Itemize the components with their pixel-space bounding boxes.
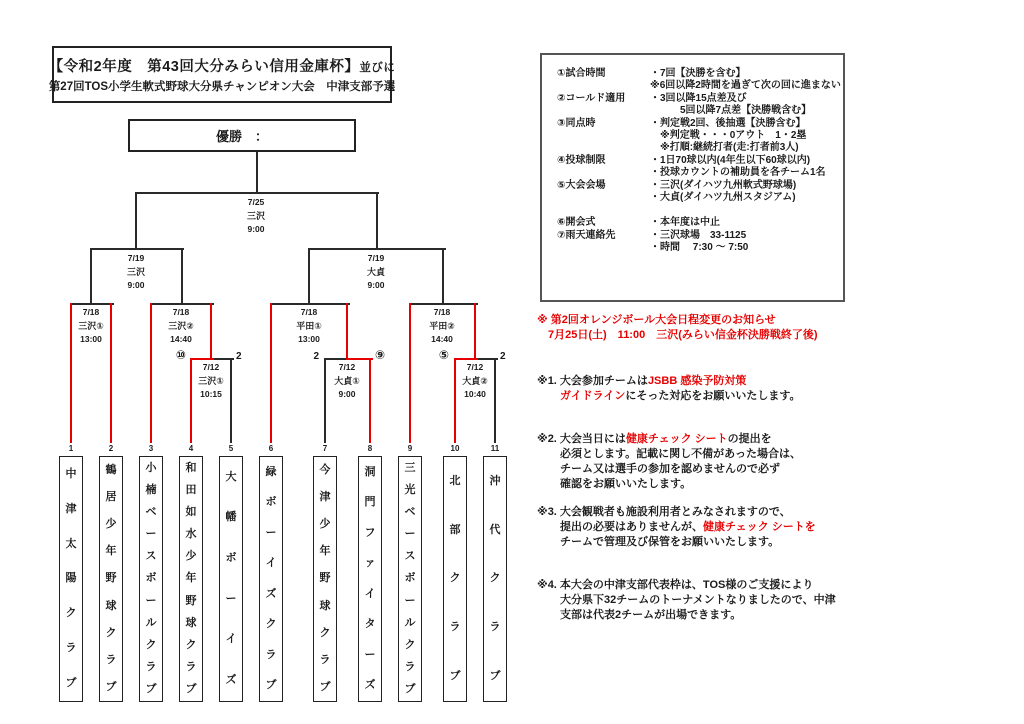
bracket-line: [308, 248, 446, 250]
schedule-change-line2: 7月25日(土) 11:00 三沢(みらい信金杯決勝戦終了後): [548, 329, 818, 341]
champion-box: [128, 119, 356, 152]
team-name-char: 陽: [65, 572, 77, 585]
note-segment-red: 健康チェック シート: [625, 433, 728, 445]
team-name-char: ラ: [489, 621, 501, 634]
team-box-7: [313, 456, 337, 702]
bracket-line-winner: [270, 303, 272, 443]
rule-lines: [650, 217, 720, 229]
p2-time: 9:00: [338, 389, 356, 399]
team-name-char: フ: [364, 526, 376, 539]
team-name-char: ス: [404, 550, 416, 563]
team-number: 5: [228, 444, 234, 453]
bracket-line-winner: [70, 303, 72, 443]
note-1: [537, 374, 887, 404]
final-date: 7/25: [247, 197, 265, 207]
bracket-line: [308, 248, 310, 303]
team-name-char: ラ: [145, 661, 157, 674]
bracket-line: [135, 192, 137, 248]
bracket-line-winner: [454, 358, 478, 360]
note-segment: ※1. 大会参加チームは: [537, 375, 648, 387]
team-name-char: ル: [145, 616, 157, 629]
match-label-semifinal-1: [127, 252, 145, 293]
team-name-char: ボ: [265, 496, 277, 509]
bracket-line-winner: [210, 303, 212, 358]
team-name-char: 楠: [145, 483, 157, 496]
sf2-venue: 大貞: [366, 266, 386, 277]
rule-line: ※判定戦・・・0アウト 1・2塁: [650, 130, 807, 142]
team-name-char: 年: [185, 572, 197, 585]
team-name-char: 鶴: [105, 464, 117, 477]
bracket-line-winner: [190, 358, 214, 360]
team-name-char: ク: [449, 572, 461, 585]
bracket-line: [256, 152, 258, 192]
bracket-line-winner: [409, 303, 411, 443]
note-3: [537, 505, 887, 550]
note-line: [537, 578, 887, 593]
rule-lines: [650, 230, 748, 255]
note-line: [537, 447, 887, 462]
team-name-char: ス: [145, 550, 157, 563]
team-name-char: 球: [105, 599, 117, 612]
bracket-line: [324, 358, 326, 443]
bracket-line: [181, 248, 183, 303]
rule-line: ※打順:継続打者(走:打者前3人): [650, 142, 799, 154]
final-venue: 三沢: [246, 210, 266, 221]
rule-row: [557, 180, 837, 205]
team-name-char: 代: [489, 523, 501, 536]
playin3-score-right: 2: [500, 351, 506, 362]
match-label-playin-3: [462, 361, 488, 402]
champion-label: 優勝 ：: [215, 129, 268, 144]
team-name-char: ベ: [404, 505, 416, 518]
team-name-char: ブ: [185, 683, 197, 696]
playin2-score-right: ⑨: [375, 348, 386, 362]
team-name-char: ー: [145, 594, 157, 607]
team-name-char: ァ: [364, 557, 376, 570]
rule-label: ②コールド適用: [557, 92, 626, 104]
team-name-char: 球: [319, 599, 331, 612]
note-segment-red: JSBB 感染予防対策: [647, 375, 747, 387]
team-name-char: ク: [265, 618, 277, 631]
p3-time: 10:40: [464, 389, 486, 399]
team-name-char: 太: [65, 537, 77, 550]
rule-line: ・7回【決勝を含む】: [650, 68, 746, 79]
title-suffix: 並びに: [359, 62, 396, 74]
team-name-char: ズ: [364, 679, 376, 692]
qf1-venue: 三沢①: [78, 320, 104, 331]
team-name-char: イ: [364, 587, 376, 600]
team-name-char: 年: [105, 545, 117, 558]
team-name-char: ラ: [319, 653, 331, 666]
team-name-char: 中: [65, 467, 77, 480]
schedule-change-line1: ※ 第2回オレンジボール大会日程変更のお知らせ: [537, 314, 776, 326]
note-segment: 支部は代表2チームが出場できます。: [560, 609, 742, 621]
rule-lines: [650, 93, 811, 118]
sf1-time: 9:00: [127, 280, 145, 290]
team-name-char: ー: [225, 592, 237, 605]
note-segment: ※4. 本大会の中津支部代表枠は、TOS様のご支援により: [537, 579, 814, 591]
p2-date: 7/12: [338, 362, 356, 372]
team-name-char: 洞: [364, 465, 376, 478]
team-name-char: タ: [364, 618, 376, 631]
qf2-time: 14:40: [170, 334, 192, 344]
bracket-line: [270, 303, 350, 305]
team-name-char: 年: [319, 545, 331, 558]
team-name-char: 津: [65, 502, 77, 515]
match-label-semifinal-2: [367, 252, 385, 293]
match-label-quarterfinal-3: [296, 306, 322, 347]
note-line: [537, 389, 887, 404]
team-name-char: ボ: [225, 552, 237, 565]
bracket-line: [230, 358, 232, 443]
team-name-char: ブ: [265, 679, 277, 692]
team-number: 9: [407, 444, 413, 453]
note-segment: 必須とします。記載に関し不備があった場合は、: [560, 448, 802, 460]
bracket-line: [150, 303, 214, 305]
sf2-time: 9:00: [367, 280, 385, 290]
team-number: 7: [322, 444, 328, 453]
qf2-venue: 三沢②: [168, 320, 194, 331]
note-segment-red: 健康チェック シートを: [703, 521, 816, 533]
team-box-11: [483, 456, 507, 702]
team-name-char: 田: [185, 483, 197, 496]
team-name-char: 今: [319, 464, 331, 477]
team-name-char: ズ: [225, 674, 237, 687]
team-name-char: ラ: [404, 661, 416, 674]
team-name-char: 和: [185, 461, 197, 474]
note-segment: 提出の必要はありませんが、: [560, 521, 703, 533]
qf4-venue: 平田②: [429, 320, 455, 331]
team-name-char: イ: [225, 633, 237, 646]
qf1-date: 7/18: [82, 307, 100, 317]
bracket-line-winner: [110, 303, 112, 443]
team-box-9: [398, 456, 422, 702]
rule-lines: [650, 118, 806, 155]
team-box-6: [259, 456, 283, 702]
team-number: 3: [148, 444, 154, 453]
rule-row: [557, 230, 837, 255]
team-name-char: 小: [145, 461, 157, 474]
rule-row: [557, 217, 837, 229]
note-segment: チームで管理及び保管をお願いいたします。: [560, 536, 780, 548]
team-name-char: ー: [265, 526, 277, 539]
team-name-char: ボ: [404, 572, 416, 585]
qf4-date: 7/18: [433, 307, 451, 317]
p3-date: 7/12: [466, 362, 484, 372]
team-name-char: ー: [404, 594, 416, 607]
qf1-time: 13:00: [80, 334, 102, 344]
note-segment: ※3. 大会観戦者も施設利用者とみなされますので、: [537, 506, 791, 518]
team-box-3: [139, 456, 163, 702]
note-segment-red: ガイドライン: [560, 390, 626, 402]
team-name-char: 光: [404, 483, 416, 496]
playin2-score-left: 2: [313, 351, 319, 362]
team-name-char: ボ: [145, 572, 157, 585]
bracket-line: [442, 248, 444, 303]
team-name-char: 少: [319, 518, 331, 531]
p1-venue: 三沢①: [198, 375, 224, 386]
team-name-char: ク: [319, 626, 331, 639]
team-name-char: 部: [449, 523, 461, 536]
bracket-line: [135, 192, 379, 194]
bracket-line: [409, 303, 478, 305]
team-name-char: 居: [105, 491, 117, 504]
rule-line: ・本年度は中止: [650, 217, 720, 229]
team-box-2: [99, 456, 123, 702]
team-box-8: [358, 456, 382, 702]
team-name-char: ブ: [319, 680, 331, 693]
note-segment: の提出を: [727, 433, 772, 445]
team-name-char: 緑: [265, 465, 277, 478]
sf1-date: 7/19: [127, 253, 145, 263]
team-name-char: ラ: [265, 648, 277, 661]
team-name-char: ク: [105, 626, 117, 639]
qf4-time: 14:40: [431, 334, 453, 344]
note-line: [537, 505, 887, 520]
bracket-line-winner: [150, 303, 152, 443]
p2-venue: 大貞①: [334, 375, 360, 386]
team-name-char: ク: [185, 638, 197, 651]
team-number: 4: [188, 444, 194, 453]
note-line: [537, 593, 887, 608]
bracket-line: [90, 248, 184, 250]
team-name-char: ー: [364, 648, 376, 661]
rule-row: [557, 93, 837, 118]
team-name-char: 幡: [225, 511, 237, 524]
rule-lines: [650, 68, 841, 93]
team-box-1: [59, 456, 83, 702]
match-label-playin-1: [198, 361, 224, 402]
playin3-score-left: ⑤: [438, 348, 449, 362]
team-name-char: 津: [319, 491, 331, 504]
team-number: 10: [450, 444, 460, 453]
rule-label: ③同点時: [557, 117, 596, 129]
rule-row: [557, 68, 841, 93]
rule-line: ・1日70球以内(4年生以下60球以内): [650, 154, 811, 166]
team-name-char: ク: [65, 607, 77, 620]
team-name-char: 野: [185, 594, 197, 607]
title-line1: [49, 55, 396, 76]
note-line: [537, 432, 887, 447]
team-name-char: 球: [185, 616, 197, 629]
bracket-line-winner: [369, 358, 371, 443]
match-label-quarterfinal-1: [78, 306, 104, 347]
note-line: [537, 520, 887, 535]
team-name-char: ベ: [145, 505, 157, 518]
team-name-char: ク: [404, 638, 416, 651]
team-box-10: [443, 456, 467, 702]
rule-label: ④投球制限: [557, 154, 606, 166]
team-name-char: 北: [449, 474, 461, 487]
team-name-char: 如: [185, 505, 197, 518]
team-name-char: ク: [489, 572, 501, 585]
playin1-score-left: ⑩: [175, 348, 186, 362]
note-line: [537, 608, 887, 623]
bracket-line: [376, 192, 378, 248]
match-label-final: [247, 196, 265, 237]
team-name-char: ブ: [449, 670, 461, 683]
rule-line: ・三沢球場 33-1125: [650, 229, 747, 241]
p3-venue: 大貞②: [462, 375, 488, 386]
team-name-char: ー: [404, 528, 416, 541]
rule-line: ・三沢(ダイハツ九州軟式野球場): [650, 179, 797, 191]
match-label-quarterfinal-4: [429, 306, 455, 347]
team-number: 1: [68, 444, 74, 453]
rule-line: ・判定戦2回、後抽選【決勝含む】: [650, 117, 806, 129]
note-segment: 大分県下32チームのトーナメントなりましたので、中津: [560, 594, 836, 606]
team-name-char: 少: [105, 518, 117, 531]
note-segment: ※2. 大会当日には: [537, 433, 626, 445]
rule-row: [557, 155, 837, 180]
note-line: [537, 477, 887, 492]
rule-lines: [650, 180, 796, 205]
playin1-score-right: 2: [236, 351, 242, 362]
team-box-5: [219, 456, 243, 702]
note-line: [537, 374, 887, 389]
rule-line: ・投球カウントの補助員を各チーム1名: [650, 167, 826, 179]
rule-label: ⑤大会会場: [557, 179, 606, 191]
team-name-char: 沖: [489, 474, 501, 487]
team-name-char: 水: [185, 528, 197, 541]
note-4: [537, 578, 887, 623]
qf3-time: 13:00: [298, 334, 320, 344]
title-line2: 第27回TOS小学生軟式野球大分県チャンピオン大会 中津支部予選: [48, 81, 396, 93]
team-name-char: ラ: [105, 653, 117, 666]
note-line: [537, 535, 887, 550]
team-name-char: ブ: [65, 676, 77, 689]
rule-label: ①試合時間: [557, 68, 606, 79]
bracket-line: [70, 303, 114, 305]
sf2-date: 7/19: [367, 253, 385, 263]
match-label-playin-2: [334, 361, 360, 402]
rule-line: ※6回以降2時間を過ぎて次の回に進まない: [650, 80, 841, 92]
bracket-line-winner: [454, 358, 456, 443]
bracket-line: [90, 248, 92, 303]
rule-line: ・時間 7:30 ～ 7:50: [650, 242, 749, 254]
team-name-char: ブ: [404, 683, 416, 696]
qf3-date: 7/18: [300, 307, 318, 317]
team-box-4: [179, 456, 203, 702]
note-segment: にそった対応をお願いいたします。: [625, 390, 801, 402]
p1-date: 7/12: [202, 362, 220, 372]
rule-row: [557, 118, 837, 155]
team-name-char: ー: [145, 528, 157, 541]
rule-lines: [650, 155, 826, 180]
bracket-line-winner: [346, 303, 348, 358]
team-name-char: イ: [265, 557, 277, 570]
team-name-char: ル: [404, 616, 416, 629]
team-name-char: 少: [185, 550, 197, 563]
qf3-venue: 平田①: [296, 320, 322, 331]
team-name-char: ラ: [449, 621, 461, 634]
team-name-char: ラ: [65, 642, 77, 655]
sf1-venue: 三沢: [126, 266, 146, 277]
schedule-change-notice: [537, 313, 818, 343]
bracket-line-winner: [190, 358, 192, 443]
bracket-line: [494, 358, 496, 443]
team-name-char: 大: [225, 470, 237, 483]
bracket-line-winner: [474, 303, 476, 358]
team-name-char: ク: [145, 638, 157, 651]
team-number: 6: [268, 444, 274, 453]
qf2-date: 7/18: [172, 307, 190, 317]
team-number: 8: [367, 444, 373, 453]
rule-label: ⑦雨天連絡先: [557, 229, 616, 241]
team-name-char: ズ: [265, 587, 277, 600]
team-name-char: 三: [404, 461, 416, 474]
match-label-quarterfinal-2: [168, 306, 194, 347]
rule-label: ⑥開会式: [557, 217, 596, 229]
note-segment: チーム又は選手の参加を認めませんので必ず: [560, 463, 780, 475]
rules-box: [540, 53, 845, 302]
title-main: 【令和2年度 第43回大分みらい信用金庫杯】: [48, 59, 360, 75]
team-name-char: 野: [319, 572, 331, 585]
team-name-char: 門: [364, 496, 376, 509]
p1-time: 10:15: [200, 389, 222, 399]
team-number: 2: [108, 444, 114, 453]
rule-line: ・大貞(ダイハツ九州スタジアム): [650, 192, 796, 204]
team-number: 11: [490, 444, 500, 453]
title-box: [48, 46, 396, 103]
final-time: 9:00: [247, 224, 265, 234]
team-name-char: ブ: [145, 683, 157, 696]
note-2: [537, 432, 887, 492]
team-name-char: ラ: [185, 661, 197, 674]
team-name-char: ブ: [489, 670, 501, 683]
team-name-char: ブ: [105, 680, 117, 693]
note-segment: 確認をお願いいたします。: [560, 478, 692, 490]
team-name-char: 野: [105, 572, 117, 585]
rule-line: 5回以降7点差【決勝戦含む】: [650, 105, 812, 117]
note-line: [537, 462, 887, 477]
rule-line: ・3回以降15点差及び: [650, 92, 747, 104]
